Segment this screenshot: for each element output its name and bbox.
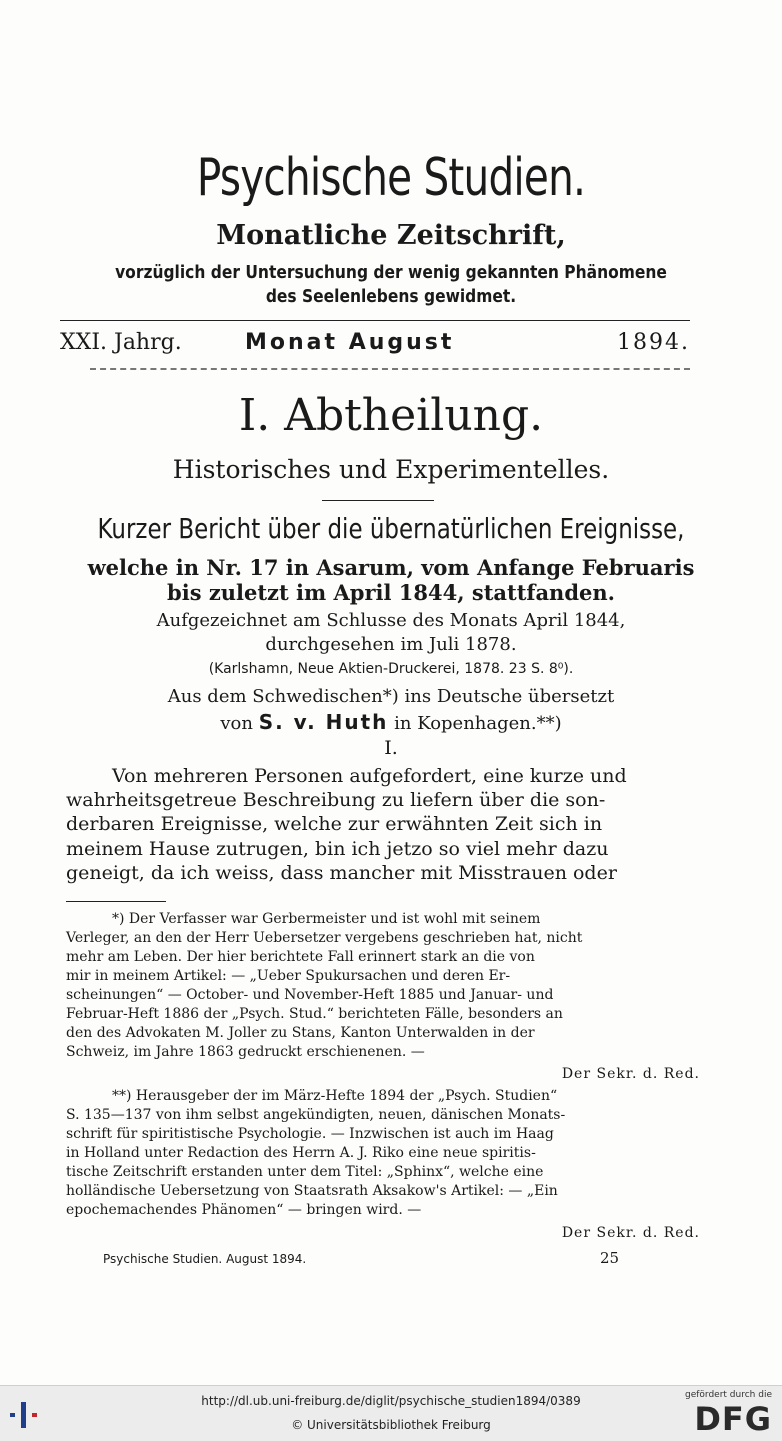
footnote-2 — [66, 1087, 700, 1220]
article-subtitle-line2: bis zuletzt im April 1844, stattfanden. — [167, 580, 615, 605]
article-recorded-line1: Aufgezeichnet am Schlusse des Monats April 1844, — [156, 610, 626, 631]
footnote-line: **) Herausgeber der im März-Hefte 1894 der „Psych. Studien“ — [112, 1088, 558, 1104]
footnote-line: *) Der Verfasser war Gerbermeister und ist wohl mit seinem — [112, 911, 541, 927]
document-url-link[interactable]: http://dl.ub.uni-freiburg.de/diglit/psychische_studien1894/0389 — [201, 1394, 581, 1408]
body-line: derbaren Ereignisse, welche zur erwähnten Zeit sich in — [66, 813, 603, 836]
issue-month: Monat August — [245, 330, 455, 355]
translated-post: in Kopenhagen.**) — [394, 713, 562, 734]
footnote-line: in Holland unter Redaction des Herrn A. J. Riko eine neue spiritis- — [66, 1145, 536, 1161]
footnote-line: holländische Uebersetzung von Staatsrath Aksakow's Artikel: — „Ein — [66, 1183, 558, 1199]
article-part-number: I. — [384, 737, 398, 759]
running-title: Psychische Studien. August 1894. — [103, 1252, 307, 1266]
issue-year: 1894. — [617, 330, 690, 355]
viewer-footer-bar — [0, 1385, 782, 1441]
footnote-separator — [66, 901, 166, 902]
article-recorded-line2: durchgesehen im Juli 1878. — [265, 634, 517, 655]
translator-name: S. v. Huth — [258, 710, 389, 734]
header-top-rule — [60, 320, 690, 321]
section-heading: I. Abtheilung. — [238, 390, 544, 441]
body-line: wahrheitsgetreue Beschreibung zu liefern über die son- — [66, 789, 606, 812]
body-line: Von mehreren Personen aufgefordert, eine kurze und — [112, 765, 627, 787]
body-line: meinem Hause zutrugen, bin ich jetzo so viel mehr dazu — [66, 837, 609, 860]
journal-title: Psychische Studien. — [196, 148, 586, 208]
article-publication: (Karlshamn, Neue Aktien-Druckerei, 1878. 23 S. 8⁰). — [208, 661, 574, 677]
article-title: Kurzer Bericht über die übernatürlichen Ereignisse, — [97, 512, 685, 545]
dfg-logo: DFG — [694, 1400, 772, 1438]
journal-description-line2: des Seelenlebens gewidmet. — [265, 286, 517, 307]
footnote-1 — [66, 910, 700, 1062]
body-line: geneigt, da ich weiss, dass mancher mit Misstrauen oder — [66, 861, 617, 884]
footnote-line: schrift für spiritistische Psychologie. — Inzwischen ist auch im Haag — [66, 1126, 554, 1142]
footnote-line: mehr am Leben. Der hier berichtete Fall erinnert stark an die von — [66, 949, 535, 965]
article-subtitle-line1: welche in Nr. 17 in Asarum, vom Anfange Februaris — [87, 555, 695, 580]
footnote-line: S. 135—137 von ihm selbst angekündigten, neuen, dänischen Monats- — [66, 1107, 566, 1123]
issue-volume: XXI. Jahrg. — [60, 330, 182, 355]
section-subheading: Historisches und Experimentelles. — [172, 455, 610, 484]
footnote-line: epochemachendes Phänomen“ — bringen wird. — — [66, 1202, 422, 1218]
footnote-line: Verleger, an den der Herr Uebersetzer vergebens geschrieben hat, nicht — [66, 930, 583, 946]
article-translated-line1: Aus dem Schwedischen*) ins Deutsche übersetzt — [167, 686, 615, 707]
journal-subtitle: Monatliche Zeitschrift, — [216, 220, 566, 251]
header-bottom-rule — [90, 368, 690, 370]
footnote-line: scheinungen“ — October- und November-Heft 1885 und Januar- und — [66, 987, 554, 1003]
footnote-line: den des Advokaten M. Joller zu Stans, Kanton Unterwalden in der — [66, 1025, 535, 1041]
journal-description-line1: vorzüglich der Untersuchung der wenig gekannten Phänomene — [115, 262, 667, 283]
footnote-1-signature: Der Sekr. d. Red. — [561, 1066, 700, 1082]
footnote-line: Schweiz, im Jahre 1863 gedruckt erschienenen. — — [66, 1044, 425, 1060]
sponsor-note: gefördert durch die — [685, 1390, 772, 1400]
footnote-line: Februar-Heft 1886 der „Psych. Stud.“ berichteten Fälle, besonders an — [66, 1006, 563, 1022]
footnote-line: tische Zeitschrift erstanden unter dem Titel: „Sphinx“, welche eine — [66, 1164, 544, 1180]
article-body — [66, 764, 700, 885]
translated-pre: von — [220, 713, 253, 734]
page-number: 25 — [600, 1249, 620, 1267]
copyright-notice: © Universitätsbibliothek Freiburg — [291, 1418, 491, 1432]
section-divider — [322, 500, 434, 501]
article-translated-line2 — [0, 710, 782, 734]
footnote-line: mir in meinem Artikel: — „Ueber Spukursachen und deren Er- — [66, 968, 511, 984]
footnote-2-signature: Der Sekr. d. Red. — [561, 1225, 700, 1241]
